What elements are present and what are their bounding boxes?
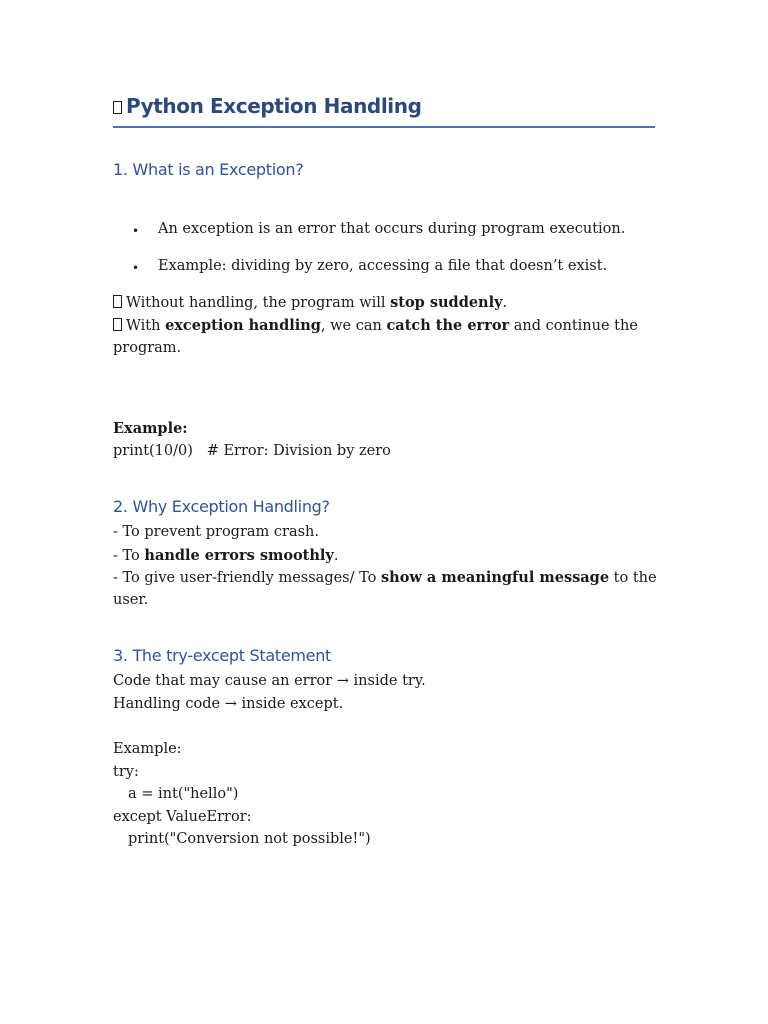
bullet-item: An exception is an error that occurs during program execution. (158, 221, 626, 237)
reason-text: - To give user-friendly messages/ To (113, 570, 382, 586)
reason-text: to the (609, 570, 657, 586)
note-line (113, 291, 507, 315)
missing-glyph-icon (113, 295, 122, 308)
reason-text: - To (113, 548, 145, 564)
note-continuation: program. (113, 340, 182, 356)
note-bold: stop suddenly (390, 294, 503, 311)
section3-heading: 3. The try-except Statement (113, 646, 332, 665)
example-label-text: Example: (113, 420, 188, 437)
note-text: , we can (320, 318, 387, 334)
note-bold: exception handling (165, 317, 321, 334)
reason-bold: handle errors smoothly (144, 547, 334, 564)
note-text: . (502, 295, 508, 311)
note-text: and continue the (509, 318, 638, 334)
title-underline (113, 126, 655, 128)
section2-heading: 2. Why Exception Handling? (113, 497, 330, 516)
page-title (113, 94, 422, 118)
reason-line: - To prevent program crash. (113, 524, 319, 540)
reason-line (113, 566, 657, 590)
example-label (113, 417, 188, 441)
bullet-item: Example: dividing by zero, accessing a file that doesn’t exist. (158, 258, 608, 274)
reason-text: . (333, 548, 339, 564)
code-line: except ValueError: (113, 809, 252, 825)
example-code: print(10/0) # Error: Division by zero (113, 443, 391, 459)
note-line (113, 314, 638, 338)
code-line: a = int("hello") (128, 786, 239, 802)
missing-glyph-icon (113, 318, 122, 331)
note-bold: catch the error (386, 317, 510, 334)
missing-glyph-icon (113, 101, 122, 114)
reason-continuation: user. (113, 592, 149, 608)
note-text: Without handling, the program will (126, 295, 391, 311)
reason-line (113, 544, 338, 568)
title-text: Python Exception Handling (126, 94, 422, 118)
section1-heading: 1. What is an Exception? (113, 160, 304, 179)
description-line: Code that may cause an error → inside try. (113, 673, 426, 689)
description-line: Handling code → inside except. (113, 696, 344, 712)
code-line: print("Conversion not possible!") (128, 831, 371, 847)
bullet-marker: • (132, 261, 140, 275)
note-text: With (126, 318, 166, 334)
reason-bold: show a meaningful message (381, 569, 610, 586)
example-label: Example: (113, 741, 182, 757)
bullet-marker: • (132, 224, 140, 238)
code-line: try: (113, 764, 139, 780)
